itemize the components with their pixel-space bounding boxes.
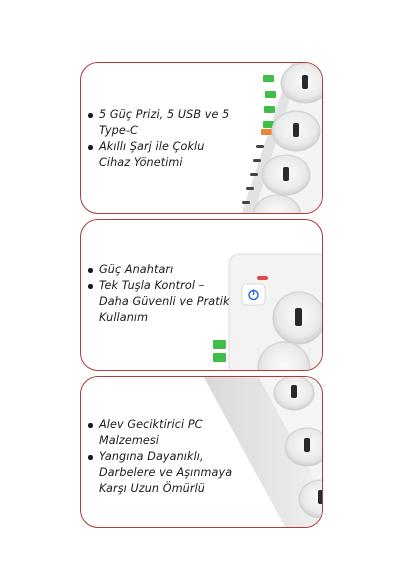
feature-item: Alev Geciktirici PC Malzemesi: [87, 417, 237, 449]
feature-list: [87, 107, 237, 171]
feature-item: Tek Tuşla Kontrol – Daha Güvenli ve Pratik Kullanım: [87, 278, 237, 326]
feature-list: [87, 417, 237, 497]
feature-item: Güç Anahtarı: [87, 262, 237, 278]
usb-port: [213, 340, 226, 349]
feature-card-sockets-usb: [80, 62, 323, 214]
usb-port: [213, 353, 226, 362]
feature-item: Yangına Dayanıklı, Darbelere ve Aşınmaya Karşı Uzun Ömürlü: [87, 449, 237, 497]
feature-item: 5 Güç Prizi, 5 USB ve 5 Type-C: [87, 107, 237, 139]
feature-item: Akıllı Şarj ile Çoklu Cihaz Yönetimi: [87, 139, 237, 171]
power-button-icon: [242, 284, 265, 305]
feature-card-material: [80, 376, 323, 528]
feature-card-power-switch: [80, 219, 323, 371]
indicator-light: [257, 276, 268, 280]
feature-list: [87, 262, 237, 326]
